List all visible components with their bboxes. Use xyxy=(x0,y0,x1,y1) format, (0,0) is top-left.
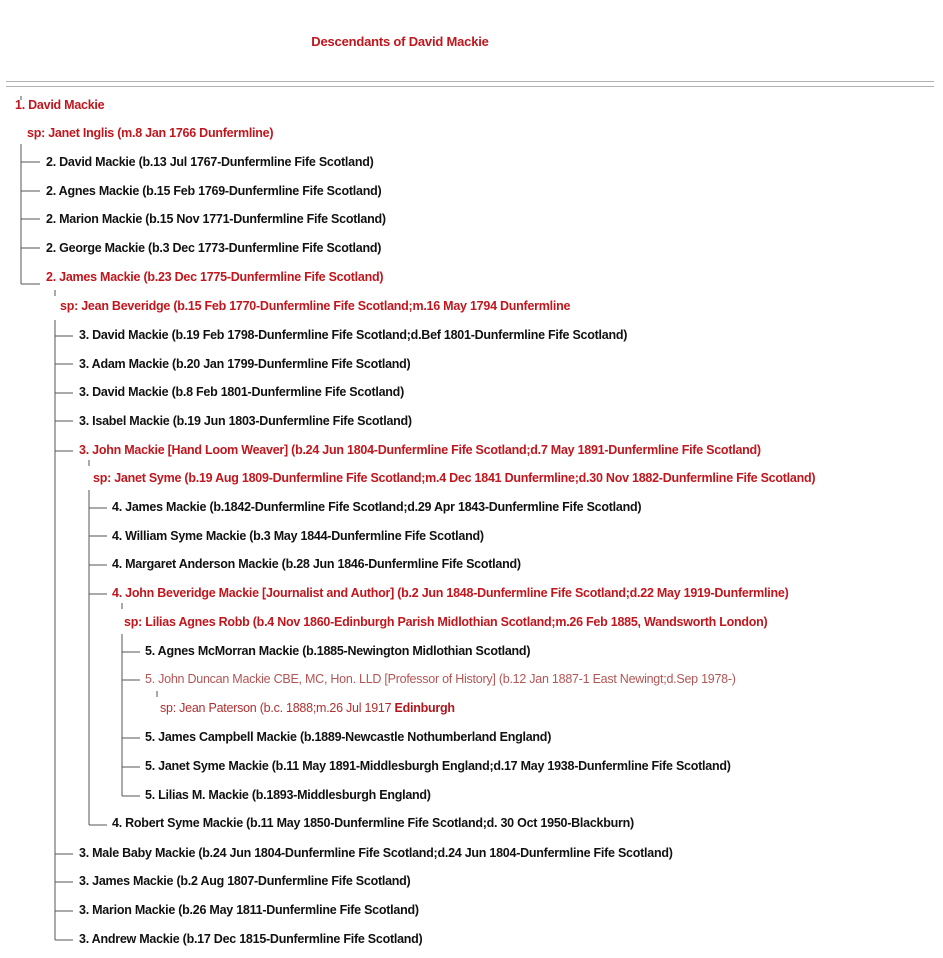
tree-entry: 3. James Mackie (b.2 Aug 1807-Dunfermline Fife Scotland) xyxy=(79,874,411,888)
tree-entry-spouse xyxy=(160,700,455,716)
tree-entry: 3. Male Baby Mackie (b.24 Jun 1804-Dunfermline Fife Scotland;d.24 Jun 1804-Dunfermline Fife Scotland) xyxy=(79,846,673,860)
tree-entry: 5. Janet Syme Mackie (b.11 May 1891-Middlesburgh England;d.17 May 1938-Dunfermline Fife Scotland) xyxy=(145,759,731,773)
tree-entry-spouse: sp: Janet Inglis (m.8 Jan 1766 Dunfermline) xyxy=(27,126,274,140)
tree-entry-spouse: sp: Janet Syme (b.19 Aug 1809-Dunfermline Fife Scotland;m.4 Dec 1841 Dunfermline;d.30 Nov 1882-Dunfermline Fife Scotland) xyxy=(93,471,816,485)
tree-entry-parent: 4. John Beveridge Mackie [Journalist and Author] (b.2 Jun 1848-Dunfermline Fife Scotland;d.22 May 1919-Dunfermline) xyxy=(112,586,789,600)
tree-entry-spouse: sp: Jean Beveridge (b.15 Feb 1770-Dunfermline Fife Scotland;m.16 May 1794 Dunfermline xyxy=(60,299,571,313)
spouse-place: Edinburgh xyxy=(394,701,455,715)
tree-entry: 4. Margaret Anderson Mackie (b.28 Jun 1846-Dunfermline Fife Scotland) xyxy=(112,557,521,571)
tree-entry-root: 1. David Mackie xyxy=(15,98,105,112)
tree-entry: 3. Adam Mackie (b.20 Jan 1799-Dunfermline Fife Scotland) xyxy=(79,357,411,371)
tree-entry: 5. James Campbell Mackie (b.1889-Newcastle Nothumberland England) xyxy=(145,730,552,744)
tree-entry: 2. Agnes Mackie (b.15 Feb 1769-Dunfermline Fife Scotland) xyxy=(46,184,382,198)
tree-entry: 5. Agnes McMorran Mackie (b.1885-Newington Midlothian Scotland) xyxy=(145,644,531,658)
tree-entry-spouse: sp: Lilias Agnes Robb (b.4 Nov 1860-Edinburgh Parish Midlothian Scotland;m.26 Feb 1885, Wandsworth London) xyxy=(124,615,768,629)
tree-entry: 5. Lilias M. Mackie (b.1893-Middlesburgh England) xyxy=(145,788,431,802)
tree-entry: 3. Marion Mackie (b.26 May 1811-Dunfermline Fife Scotland) xyxy=(79,903,419,917)
tree-entry: 4. Robert Syme Mackie (b.11 May 1850-Dunfermline Fife Scotland;d. 30 Oct 1950-Blackburn) xyxy=(112,816,634,830)
tree-entry: 2. Marion Mackie (b.15 Nov 1771-Dunfermline Fife Scotland) xyxy=(46,212,386,226)
tree-entry: 3. Andrew Mackie (b.17 Dec 1815-Dunfermline Fife Scotland) xyxy=(79,932,423,946)
page-title: Descendants of David Mackie xyxy=(311,34,489,49)
tree-entry: 2. George Mackie (b.3 Dec 1773-Dunfermline Fife Scotland) xyxy=(46,241,382,255)
tree-entry-parent: 5. John Duncan Mackie CBE, MC, Hon. LLD [Professor of History] (b.12 Jan 1887-1 East Newingt;d.Sep 1978-) xyxy=(145,672,736,686)
tree-entry-parent: 2. James Mackie (b.23 Dec 1775-Dunfermline Fife Scotland) xyxy=(46,270,384,284)
tree-entry-parent: 3. John Mackie [Hand Loom Weaver] (b.24 Jun 1804-Dunfermline Fife Scotland;d.7 May 1891-Dunfermline Fife Scotland) xyxy=(79,443,761,457)
tree-entry: 3. David Mackie (b.8 Feb 1801-Dunfermline Fife Scotland) xyxy=(79,385,404,399)
tree-entry: 3. David Mackie (b.19 Feb 1798-Dunfermline Fife Scotland;d.Bef 1801-Dunfermline Fife Scotland) xyxy=(79,328,628,342)
tree-entry: 3. Isabel Mackie (b.19 Jun 1803-Dunfermline Fife Scotland) xyxy=(79,414,412,428)
tree-entry: 2. David Mackie (b.13 Jul 1767-Dunfermline Fife Scotland) xyxy=(46,155,374,169)
spouse-detail: sp: Jean Paterson (b.c. 1888;m.26 Jul 1917 xyxy=(160,701,395,715)
tree-entry: 4. William Syme Mackie (b.3 May 1844-Dunfermline Fife Scotland) xyxy=(112,529,484,543)
tree-entry: 4. James Mackie (b.1842-Dunfermline Fife Scotland;d.29 Apr 1843-Dunfermline Fife Scotland) xyxy=(112,500,642,514)
